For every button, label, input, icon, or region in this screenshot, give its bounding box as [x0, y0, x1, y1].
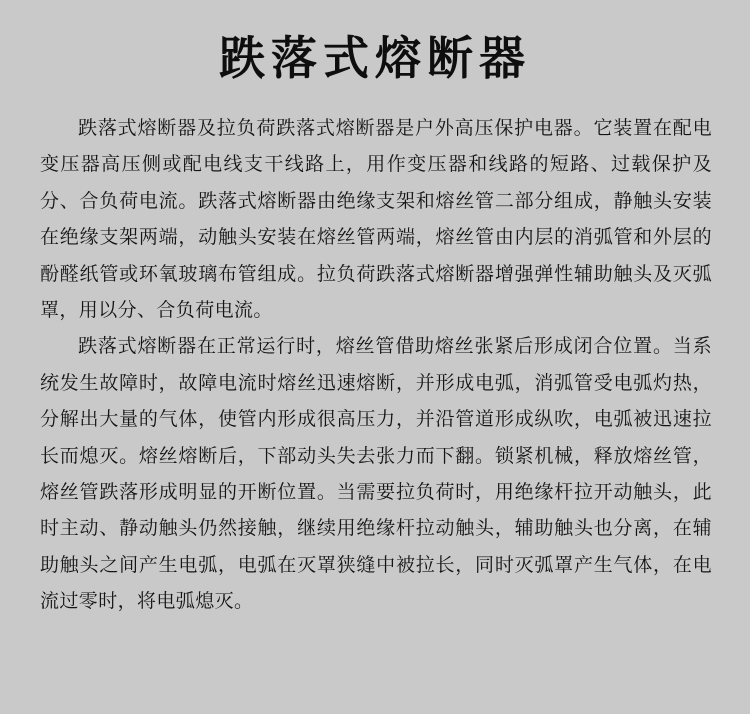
page-title: 跌落式熔断器	[219, 31, 531, 85]
paragraph-1: 跌落式熔断器及拉负荷跌落式熔断器是户外高压保护电器。它装置在配电变压器高压侧或配电线支干线路上，用作变压器和线路的短路、过载保护及分、合负荷电流。跌落式熔断器由绝缘支架和熔丝管二部分组成，静触头安装在绝缘支架两端，动触头安装在熔丝管两端，熔丝管由内层的消弧管和外层的酚醛纸管或环氧玻璃布管组成。拉负荷跌落式熔断器增强弹性辅助触头及灭弧罩，用以分、合负荷电流。	[40, 117, 712, 322]
paragraph-2: 跌落式熔断器在正常运行时，熔丝管借助熔丝张紧后形成闭合位置。当系统发生故障时，故障电流时熔丝迅速熔断，并形成电弧，消弧管受电弧灼热，分解出大量的气体，使管内形成很高压力，并沿管道形成纵吹，电弧被迅速拉长而熄灭。熔丝熔断后，下部动头失去张力而下翻。锁紧机械，释放熔丝管，熔丝管跌落形成明显的开断位置。当需要拉负荷时，用绝缘杆拉开动触头，此时主动、静动触头仍然接触，继续用绝缘杆拉动触头，辅助触头也分离，在辅助触头之间产生电弧，电弧在灭罩狭缝中被拉长，同时灭弧罩产生气体，在电流过零时，将电弧熄灭。	[40, 335, 712, 613]
article-body	[40, 110, 712, 620]
